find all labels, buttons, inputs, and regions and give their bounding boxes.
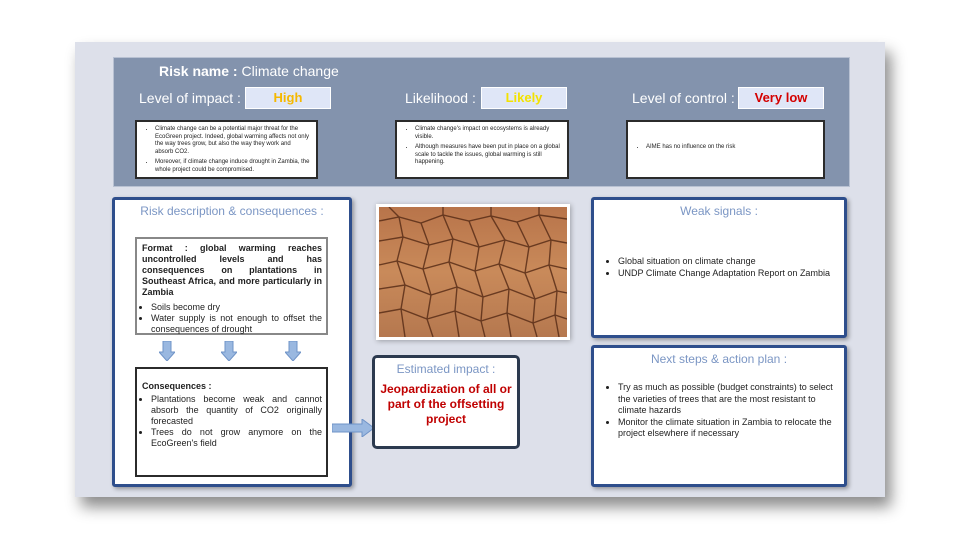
control-value: Very low <box>738 87 824 109</box>
format-item: • Soils become dry <box>151 302 322 313</box>
next-steps-panel <box>591 345 847 487</box>
format-text: : global warming reaches uncontrolled levels and has consequences on plantations in Southeast Africa, and more particularly in Zambia <box>142 243 322 297</box>
risk-header <box>113 57 850 187</box>
likelihood-label: Likelihood : <box>405 90 476 106</box>
risk-name-value: Climate change <box>241 63 339 79</box>
likelihood-note-item: • Climate change's impact on ecosystems is already visible. <box>415 126 561 141</box>
consequences-box <box>135 367 328 477</box>
format-box <box>135 237 328 335</box>
arrow-down-icon <box>159 341 175 361</box>
likelihood-value: Likely <box>481 87 567 109</box>
next-step-item: • Try as much as possible (budget constraints) to select the varieties of trees that are the most resistant to climate hazards <box>618 382 834 417</box>
risk-name <box>159 63 339 79</box>
risk-description-title: Risk description & consequences : <box>140 204 324 218</box>
arrow-right-icon <box>332 419 374 437</box>
likelihood-note-item: • Although measures have been put in place on a global scale to tackle the issues, global warming is still happening. <box>415 144 561 167</box>
consequences-label: Consequences : <box>142 381 212 391</box>
likelihood-note <box>395 120 569 179</box>
weak-signals-title: Weak signals : <box>680 204 758 218</box>
impact-note <box>135 120 318 179</box>
weak-signal-item: • Global situation on climate change <box>618 256 834 268</box>
weak-signals-panel <box>591 197 847 338</box>
estimated-impact-text: Jeopardization of all or part of the offsetting project <box>380 382 512 426</box>
weak-signal-item: • UNDP Climate Change Adaptation Report on Zambia <box>618 268 834 280</box>
consequence-item: • Trees do not grow anymore on the EcoGreen's field <box>151 427 322 449</box>
arrow-down-icon <box>221 341 237 361</box>
slide <box>75 42 885 497</box>
risk-description-panel <box>112 197 352 487</box>
control-note <box>626 120 825 179</box>
impact-note-item: • Moreover, if climate change induce drought in Zambia, the whole project could be compromised. <box>155 159 310 174</box>
risk-name-label: Risk name : <box>159 63 238 79</box>
format-paragraph <box>137 239 326 298</box>
format-label: Format <box>142 243 173 253</box>
cracked-earth-photo <box>376 204 570 340</box>
next-steps-title: Next steps & action plan : <box>650 352 788 366</box>
impact-note-item: • Climate change can be a potential major threat for the EcoGreen project. Indeed, global warming affects not only the way trees grow, but also the way they work and absorb CO2. <box>155 126 310 156</box>
impact-value: High <box>245 87 331 109</box>
control-note-item: • AIME has no influence on the risk <box>646 144 817 152</box>
format-item: • Water supply is not enough to offset the consequences of drought <box>151 313 322 335</box>
estimated-impact-title: Estimated impact : <box>396 362 496 376</box>
consequence-item: • Plantations become weak and cannot absorb the quantity of CO2 originally forecasted <box>151 394 322 427</box>
arrow-down-icon <box>285 341 301 361</box>
estimated-impact-panel <box>372 355 520 449</box>
control-label: Level of control : <box>632 90 735 106</box>
next-step-item: • Monitor the climate situation in Zambia to relocate the project elsewhere if necessary <box>618 417 834 440</box>
impact-label: Level of impact : <box>139 90 241 106</box>
